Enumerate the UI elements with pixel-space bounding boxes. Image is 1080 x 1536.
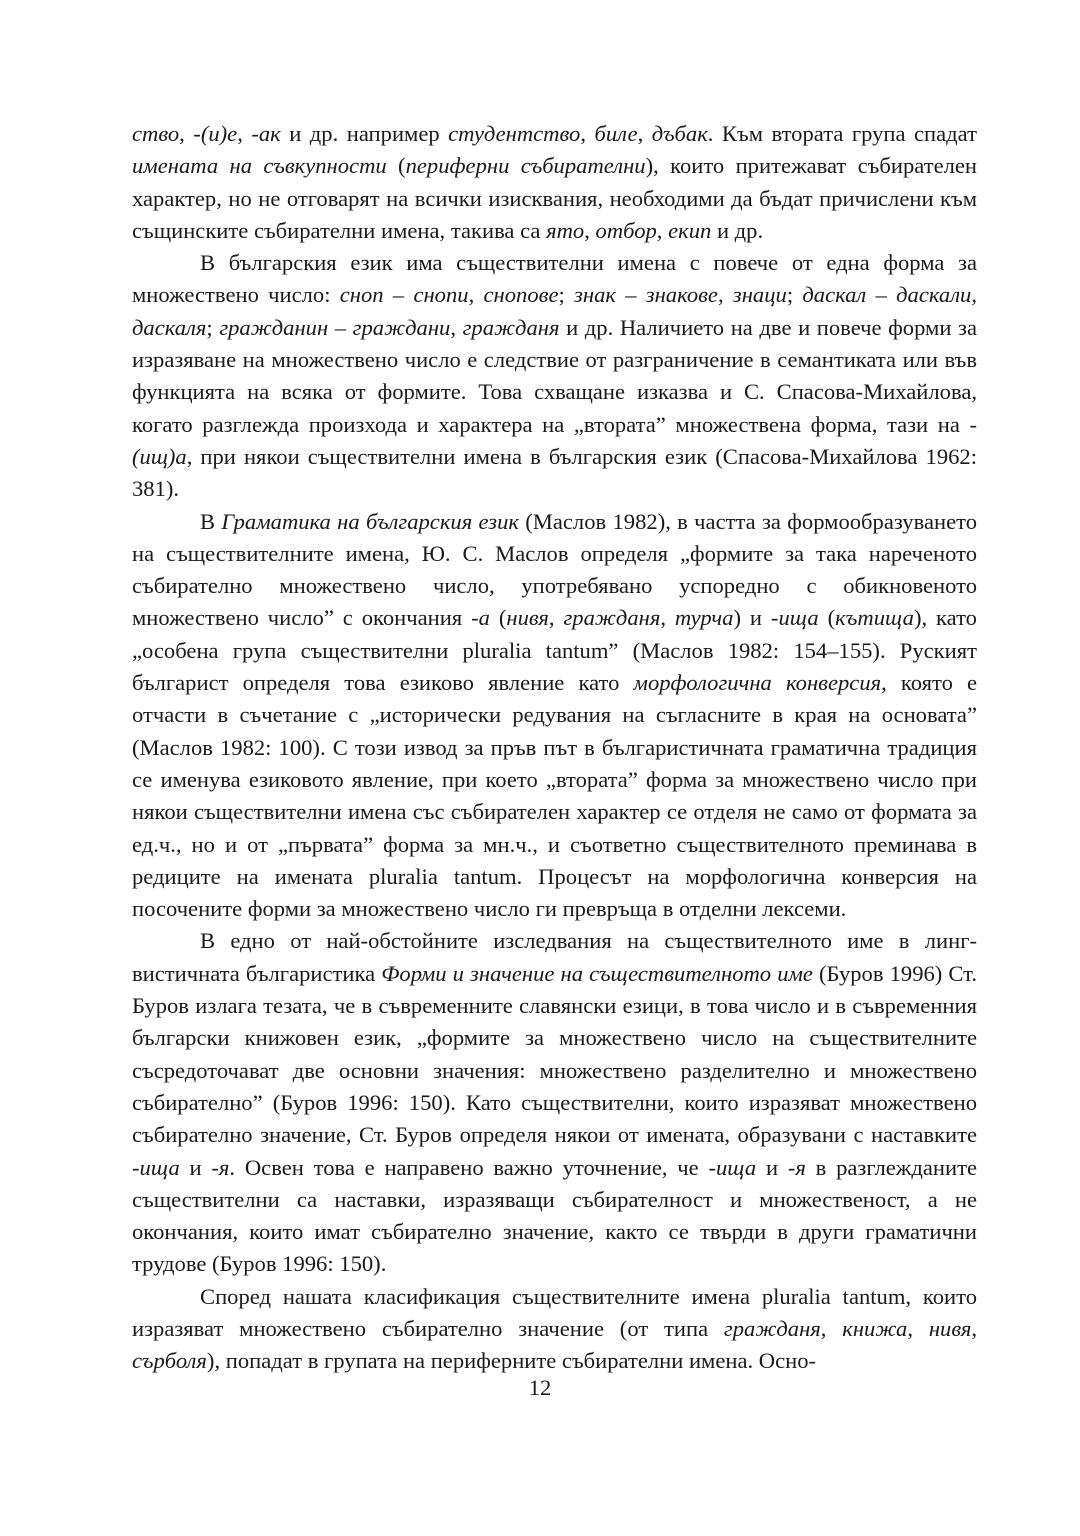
italic-run: ято [546, 217, 585, 243]
italic-run: -я [787, 1154, 806, 1180]
text-run: , [468, 282, 484, 308]
paragraph [132, 118, 977, 247]
italic-run: отбор [595, 217, 657, 243]
italic-run: снопове [483, 282, 559, 308]
italic-run: -а [471, 605, 490, 631]
text-run: , [907, 1315, 929, 1341]
italic-run: -(ищ)а [132, 411, 977, 469]
text-run: (Маслов 1982), в частта за формообразуването на съществителните имена, Ю. С. Маслов определя „формите за така нареченото събирателно множествено число, употребявано успоредно с обикновеното множествено число” с окончания [132, 508, 977, 631]
text-run: , [237, 121, 252, 146]
italic-run: нивя [928, 1315, 972, 1341]
italic-run: -ак [251, 121, 281, 146]
text-run: и [756, 1154, 788, 1180]
text-run: ), които притежават събирателен характер, но не отговарят на всички изисквания, необходими да бъдат причислени към същинските събирателни имена, такива са [132, 153, 977, 243]
italic-run: -(и)е [193, 121, 238, 146]
italic-run: знак – знакове [574, 282, 718, 308]
text-run: Според нашата класификация съществителните имена pluralia tantum, които изразяват множествено събирателно значение (от типа [132, 1283, 977, 1341]
text-run: , [179, 121, 194, 146]
text-run: ; [206, 314, 220, 340]
text-run: , която е отчасти в съчетание с „исторически редувания на съгласните в края на основата” (Маслов 1982: 100). С този извод за пръв път в българистичната граматична традиция се именува езиковото явление, при което „втората” форма за множествено число при някои съществителни имена със събирателен характер се отделя не само от формата за ед.ч., но и от „първата” форма за мн.ч., и съответно съществителното преминава в редиците на имената pluralia tantum. Процесът на морфологична конверсия на посочените форми за множествено число ги превръща в отделни лексеми. [132, 670, 978, 922]
italic-run: гражданя [723, 1315, 821, 1341]
italic-run: знаци [732, 282, 787, 308]
text-run: . Към втората група спадат [707, 121, 977, 146]
italic-run: дъбак [651, 121, 708, 146]
italic-run: Форми и значение на съществителното име [381, 960, 813, 986]
text-run: , [656, 217, 669, 243]
text-run: и др. Наличието на две и повече форми за изразяване на множествено число е следствие от разграничение в семантиката или във функцията на всяка от формите. Това схващане изказва и С. Спасова-Михайлова, когато разглежда произхода и характера на „втората” множествена форма, тази на [132, 314, 977, 437]
text-run: в разглежданите съществителни са наставки, изразяващи събирателност и множественост, а не окончания, които имат събирателно значение, както се твърди в други граматични трудове (Буров 1996: 150). [132, 1154, 977, 1277]
text-run: , [584, 217, 596, 243]
italic-run: -ища [770, 605, 819, 631]
text-run: , [971, 282, 977, 308]
text-run: и [179, 1154, 212, 1180]
text-run: ; [558, 282, 575, 308]
text-run: ), като „особена група съществителни pluralia tantum” (Маслов 1982: 154–155). Руският българист определя това езиково явление като [132, 605, 977, 696]
italic-run: периферни събирателни [405, 153, 646, 179]
italic-run: гражданя [563, 605, 661, 631]
text-run: , при някои съществителни имена в българския език (Спасова-Михайлова 1962: 381). [132, 443, 977, 502]
text-run: , [580, 121, 595, 146]
text-run: (Буров 1996) Ст. Буров излага тезата, че в съвременните славянски езици, в това число и в съвременния български книжовен език, „формите за множествено число на съществителните съсредоточават две основни значения: множествено разделително и множествено събирателно” (Буров 1996: 150). Като съществителни, които изразяват множествено събирателно значение, Ст. Буров определя някои от имената, образувани с наставките [132, 960, 977, 1148]
text-run: ( [818, 605, 836, 631]
text-run: и др. [711, 217, 764, 243]
paragraph [132, 506, 977, 926]
text-run: . Освен това е направено важно уточнение, че [229, 1154, 709, 1180]
page-number: 12 [528, 1375, 552, 1400]
text-run: , [637, 121, 652, 146]
italic-run: сърболя [132, 1348, 207, 1374]
text-run: ( [489, 605, 507, 631]
text-run: , [660, 605, 675, 631]
text-run: , [971, 1315, 978, 1341]
paragraph [132, 247, 977, 505]
italic-run: даскаля [132, 314, 207, 340]
paragraph [132, 1281, 977, 1378]
text-run: , [548, 605, 564, 631]
italic-run: сноп – снопи [339, 282, 469, 308]
italic-run: Граматика на българския език [221, 508, 519, 534]
italic-run: биле [594, 121, 638, 146]
italic-run: турча [674, 605, 734, 631]
text-run: ) и [733, 605, 771, 631]
paragraph [132, 925, 977, 1280]
text-run: В българския език има съществителни имена с повече от една форма за множествено число: [132, 250, 977, 308]
italic-run: гражданин – граждани [219, 314, 451, 340]
text-run: , [450, 314, 463, 340]
italic-run: -ища [708, 1154, 757, 1180]
text-run: В едно от най-обстойните изследвания на съществителното име в лингвистичната българистика [132, 928, 977, 986]
italic-run: имената на съвкупности [132, 153, 387, 179]
text-run: В [200, 508, 222, 534]
italic-run: екип [668, 217, 712, 243]
text-run: , [717, 282, 733, 308]
italic-run: студентство [448, 121, 581, 146]
text-run: и др. например [280, 121, 449, 146]
italic-run: -ища [132, 1154, 180, 1180]
text-run: ), попадат в групата на периферните събирателни имена. Осно- [206, 1348, 817, 1374]
document-body [132, 118, 977, 1378]
italic-run: кътища [835, 605, 914, 631]
italic-run: морфологична конверсия [633, 670, 882, 696]
text-run: , [820, 1315, 843, 1341]
italic-run: гражданя [462, 314, 560, 340]
italic-run: -я [211, 1154, 230, 1180]
text-run: ; [786, 282, 803, 308]
italic-run: нивя [506, 605, 549, 631]
italic-run: даскал – даскали [802, 282, 972, 308]
text-run: ( [386, 153, 406, 179]
italic-run: книжа [842, 1315, 908, 1341]
italic-run: ство [132, 121, 180, 146]
